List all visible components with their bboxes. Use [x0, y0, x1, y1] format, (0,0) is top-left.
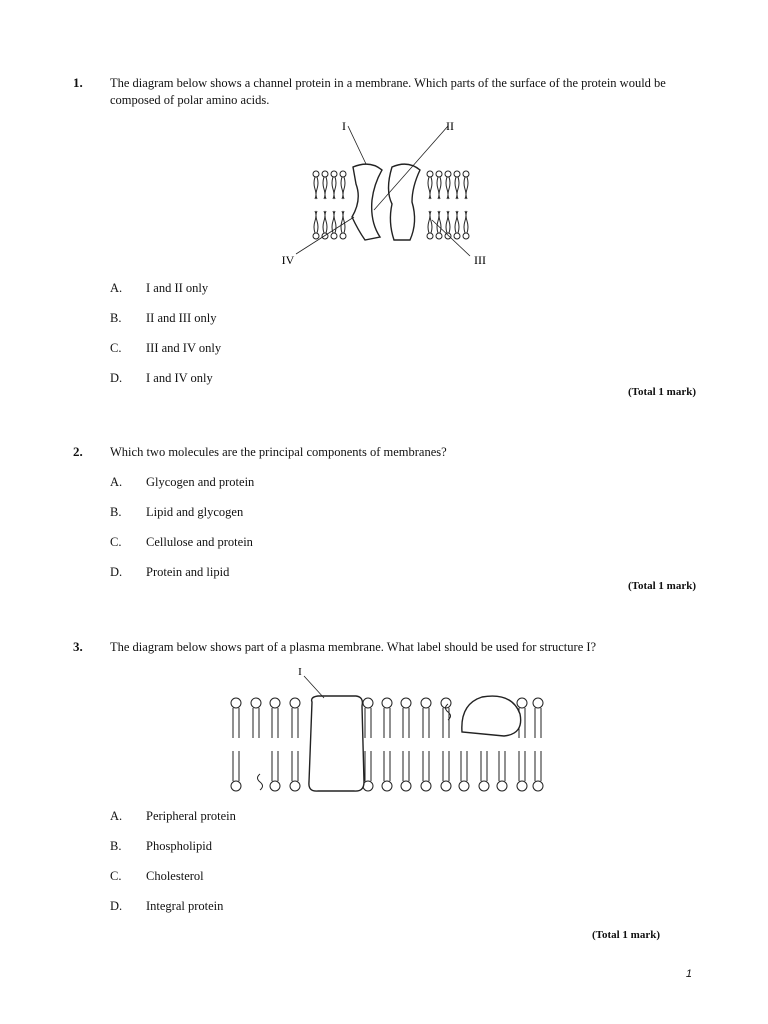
- option-text: Peripheral protein: [146, 809, 236, 823]
- leader-line-I: [348, 126, 366, 164]
- q2-total-mark: (Total 1 mark): [627, 580, 696, 592]
- phospholipid-head: [313, 171, 319, 177]
- cholesterol-lower-shape: [258, 774, 263, 790]
- phospholipid-tail: [314, 211, 318, 233]
- option-letter: A.: [110, 475, 123, 489]
- option-letter: B.: [110, 311, 122, 325]
- phospholipid-head: [436, 233, 442, 239]
- option-letter: C.: [110, 869, 122, 883]
- diagram-label-structure-I: I: [298, 666, 302, 678]
- phospholipid-tail: [332, 177, 336, 199]
- option-text: III and IV only: [146, 341, 222, 355]
- option-text: Cellulose and protein: [146, 535, 253, 549]
- question-3-text: The diagram below shows part of a plasma membrane. What label should be used for structure I?: [110, 640, 597, 654]
- phospholipid-head: [231, 781, 241, 791]
- channel-protein-diagram: [270, 112, 500, 272]
- question-3-number: 3.: [73, 639, 83, 654]
- phospholipid-tail: [446, 177, 450, 199]
- option-text: I and II only: [146, 281, 209, 295]
- phospholipid-tail: [323, 177, 327, 199]
- phospholipid-head: [421, 781, 431, 791]
- phospholipid-tail: [437, 211, 441, 233]
- phospholipid-head: [313, 233, 319, 239]
- option-text: II and III only: [146, 311, 217, 325]
- phospholipid-head: [340, 233, 346, 239]
- option-letter: D.: [110, 899, 123, 913]
- leader-line-structure-I: [304, 676, 324, 698]
- option-text: Phospholipid: [146, 839, 212, 853]
- phospholipid-head: [421, 698, 431, 708]
- phospholipid-head: [463, 171, 469, 177]
- phospholipid-head: [322, 171, 328, 177]
- phospholipid-head: [459, 781, 469, 791]
- phospholipid-tail: [314, 177, 318, 199]
- phospholipid-head: [331, 233, 337, 239]
- phospholipid-head: [251, 698, 261, 708]
- option-letter: B.: [110, 839, 122, 853]
- peripheral-protein-shape: [462, 696, 521, 736]
- phospholipid-head: [270, 781, 280, 791]
- phospholipid-head: [290, 698, 300, 708]
- phospholipid-head: [454, 233, 460, 239]
- phospholipid-head: [533, 781, 543, 791]
- option-letter: A.: [110, 809, 123, 823]
- question-1-number: 1.: [73, 75, 83, 90]
- phospholipid-tail: [428, 211, 432, 233]
- phospholipid-tail: [455, 177, 459, 199]
- protein-subunit-left: [352, 164, 382, 240]
- phospholipid-tail: [428, 177, 432, 199]
- phospholipid-tail: [323, 211, 327, 233]
- plasma-membrane-diagram: [220, 662, 550, 797]
- option-letter: C.: [110, 535, 122, 549]
- phospholipid-head: [497, 781, 507, 791]
- option-text: Lipid and glycogen: [146, 505, 244, 519]
- diagram-label-IV: IV: [281, 253, 295, 267]
- phospholipid-head: [454, 171, 460, 177]
- phospholipid-tail: [437, 177, 441, 199]
- phospholipid-head: [517, 781, 527, 791]
- phospholipid-tail: [341, 211, 345, 233]
- phospholipid-head: [401, 781, 411, 791]
- phospholipid-tail: [464, 211, 468, 233]
- phospholipid-head: [479, 781, 489, 791]
- page-number: 1: [685, 968, 692, 980]
- phospholipid-head: [340, 171, 346, 177]
- phospholipid-tail: [341, 177, 345, 199]
- option-text: Protein and lipid: [146, 565, 230, 579]
- phospholipid-head: [270, 698, 280, 708]
- phospholipid-head: [331, 171, 337, 177]
- option-letter: B.: [110, 505, 122, 519]
- phospholipid-tail: [446, 211, 450, 233]
- option-letter: D.: [110, 565, 123, 579]
- phospholipid-head: [382, 781, 392, 791]
- question-2-number: 2.: [73, 444, 83, 459]
- option-text: Glycogen and protein: [146, 475, 255, 489]
- phospholipid-head: [445, 171, 451, 177]
- question-1-text: The diagram below shows a channel protein in a membrane. Which parts of the surface of the protein would be composed of polar amino acids.: [110, 76, 666, 107]
- diagram-label-II: II: [446, 119, 454, 133]
- option-letter: A.: [110, 281, 123, 295]
- option-letter: C.: [110, 341, 122, 355]
- phospholipid-tail: [455, 211, 459, 233]
- phospholipid-head: [401, 698, 411, 708]
- question-2-text: Which two molecules are the principal components of membranes?: [110, 445, 447, 459]
- diagram-label-III: III: [474, 253, 486, 267]
- diagram-label-I: I: [342, 119, 346, 133]
- phospholipid-head: [533, 698, 543, 708]
- option-text: Integral protein: [146, 899, 224, 913]
- option-text: Cholesterol: [146, 869, 204, 883]
- phospholipid-head: [290, 781, 300, 791]
- phospholipid-head: [517, 698, 527, 708]
- phospholipid-head: [231, 698, 241, 708]
- q3-total-mark: (Total 1 mark): [591, 929, 660, 941]
- phospholipid-head: [427, 171, 433, 177]
- phospholipid-head: [436, 171, 442, 177]
- phospholipid-head: [445, 233, 451, 239]
- integral-protein-shape: [309, 696, 364, 791]
- phospholipid-tail: [464, 177, 468, 199]
- option-text: I and IV only: [146, 371, 213, 385]
- option-letter: D.: [110, 371, 123, 385]
- phospholipid-head: [427, 233, 433, 239]
- phospholipid-head: [363, 698, 373, 708]
- q1-total-mark: (Total 1 mark): [627, 386, 696, 398]
- phospholipid-head: [441, 781, 451, 791]
- phospholipid-head: [382, 698, 392, 708]
- phospholipid-head: [463, 233, 469, 239]
